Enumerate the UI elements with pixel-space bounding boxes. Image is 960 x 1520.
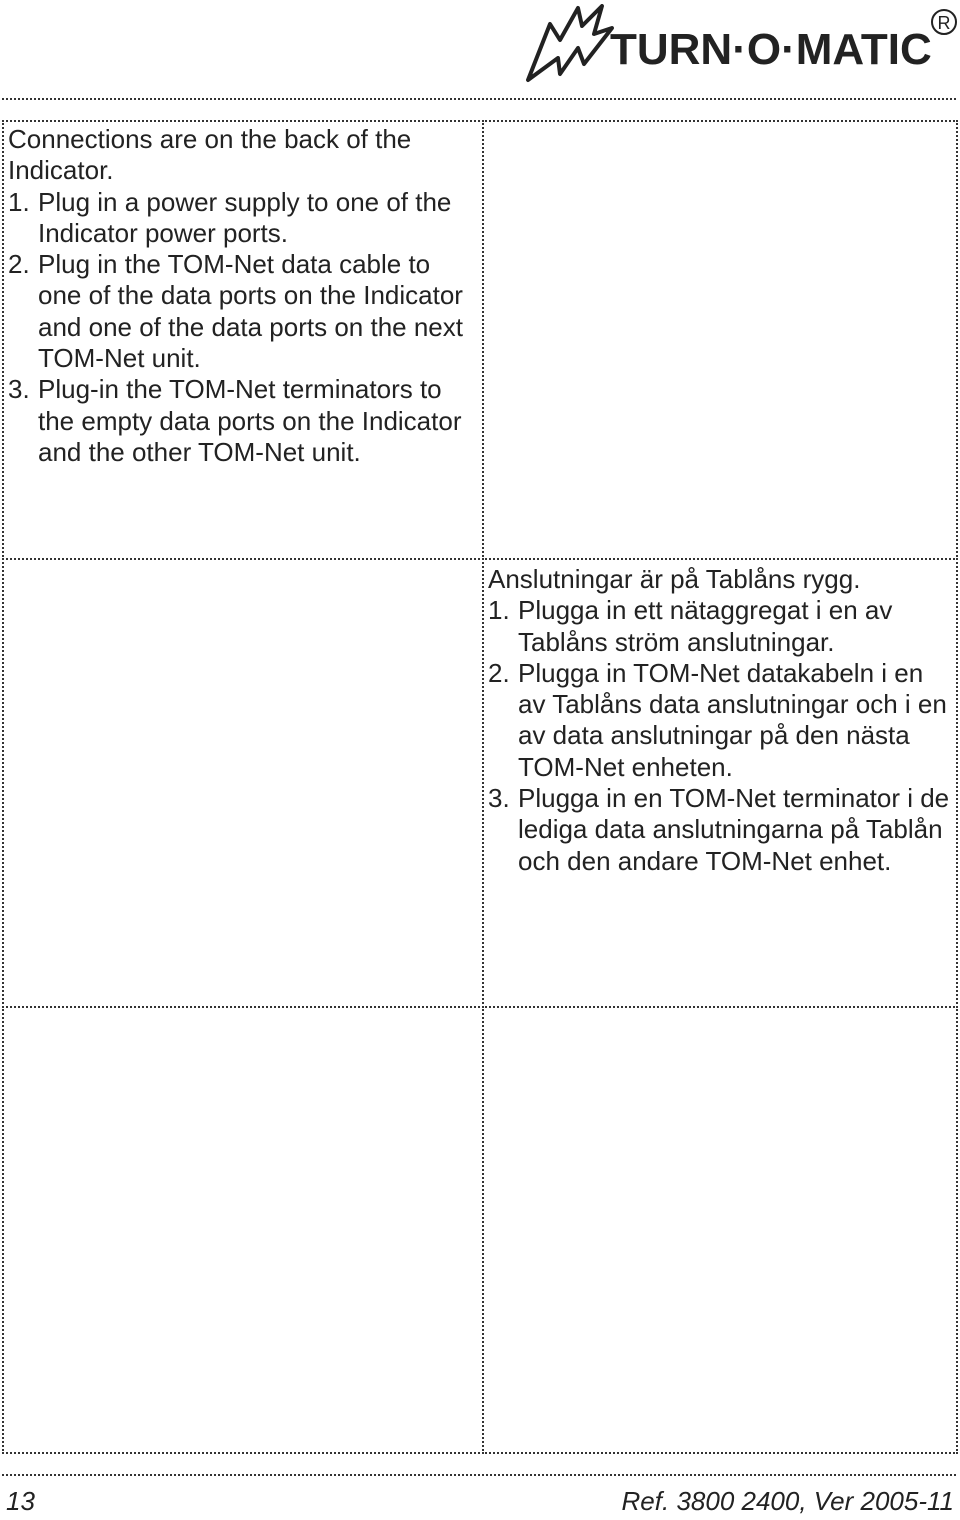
step-number: 1. [8, 186, 30, 217]
header-divider [2, 98, 956, 100]
image-placeholder-bottom-left [2, 1006, 484, 1454]
intro-text: Connections are on the back of the Indicator. [8, 124, 412, 186]
step-number: 3. [8, 374, 30, 405]
list-item [8, 249, 478, 374]
step-number: 2. [8, 249, 30, 280]
list-item [488, 658, 954, 783]
registered-mark: R [937, 13, 951, 33]
footer-divider [2, 1474, 956, 1476]
intro-text: Anslutningar är på Tablåns rygg. [488, 564, 861, 594]
hand-emblem-icon [528, 6, 612, 80]
page-number: 13 [6, 1486, 35, 1516]
steps-list [488, 595, 954, 877]
list-item [8, 187, 478, 250]
steps-list [8, 187, 478, 469]
step-text: Plug in the TOM-Net data cable to one of the data ports on the Indicator and one of the data ports on the next TOM-Net unit. [38, 249, 463, 374]
image-placeholder-top [482, 120, 958, 560]
brand-name: TURN·O·MATIC [610, 25, 932, 74]
list-item [8, 374, 478, 468]
panel-english [8, 124, 478, 468]
step-text: Plugga in en TOM-Net terminator i de lediga data anslutningarna på Tablån och den andare TOM-Net enhet. [518, 783, 950, 876]
panel-swedish [488, 564, 954, 877]
page-header [0, 0, 960, 100]
turn-o-matic-logo [520, 4, 960, 88]
document-reference: Ref. 3800 2400, Ver 2005-11 [621, 1486, 954, 1516]
list-item [488, 595, 954, 658]
step-text: Plug in a power supply to one of the Indicator power ports. [38, 186, 452, 248]
step-text: Plugga in TOM-Net datakabeln i en av Tablåns data anslutningar och i en av data anslutningar på den nästa TOM-Net enheten. [518, 657, 947, 782]
step-text: Plugga in ett nätaggregat i en av Tablåns ström anslutningar. [518, 595, 893, 657]
list-item [488, 783, 954, 877]
step-number: 1. [488, 595, 510, 626]
step-number: 3. [488, 783, 510, 814]
image-placeholder-middle [2, 558, 484, 1008]
image-placeholder-bottom-right [482, 1006, 958, 1454]
step-text: Plug-in the TOM-Net terminators to the empty data ports on the Indicator and the other TOM-Net unit. [38, 374, 462, 467]
step-number: 2. [488, 657, 510, 688]
